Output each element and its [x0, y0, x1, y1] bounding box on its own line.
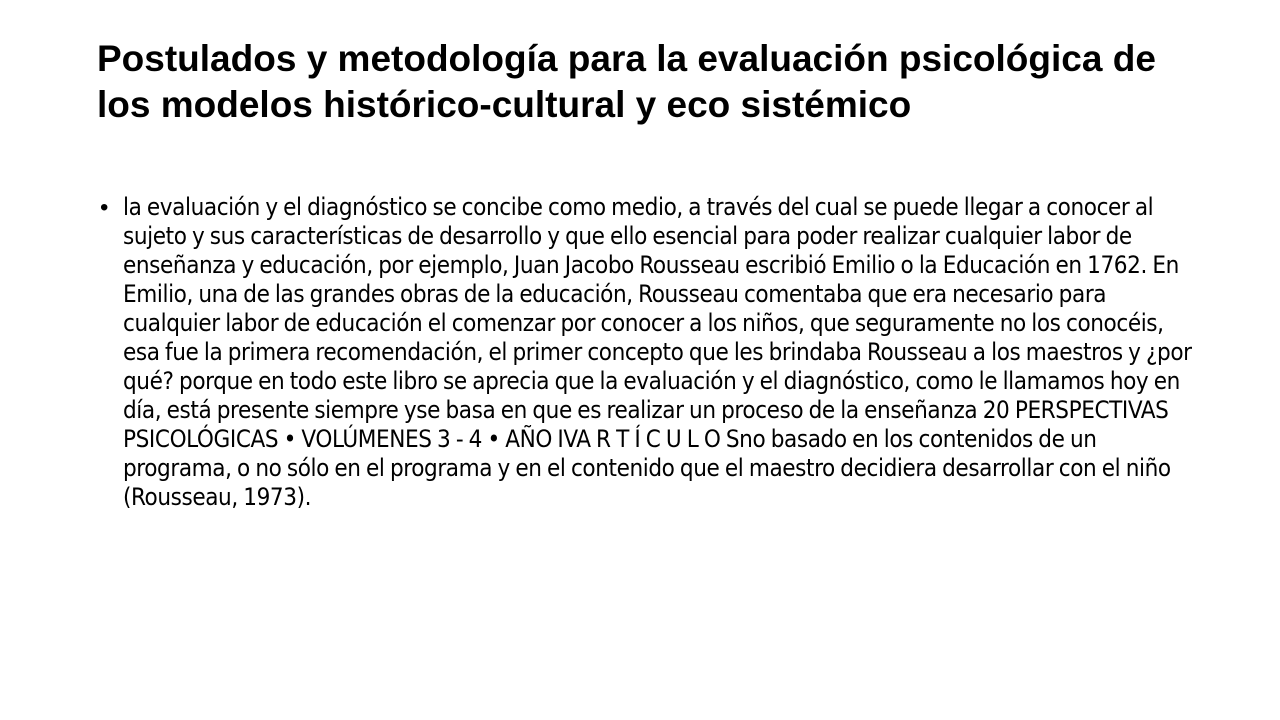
slide-content: [97, 193, 1197, 512]
slide-title: Postulados y metodología para la evaluación psicológica de los modelos histórico-cultural y eco sistémico: [97, 38, 1156, 125]
bullet-dot-icon: •: [100, 194, 109, 221]
bullet-item: [97, 193, 1197, 512]
bullet-text: la evaluación y el diagnóstico se concibe como medio, a través del cual se puede llegar a conocer al sujeto y sus características de desarrollo y que ello esencial para poder realizar cualquier labor de enseñanza y educación, por ejemplo, Juan Jacobo Rousseau escribió Emilio o la Educación en 1762. En Emilio, una de las grandes obras de la educación, Rousseau comentaba que era necesario para cualquier labor de educación el comenzar por conocer a los niños, que seguramente no los conocéis, esa fue la primera recomendación, el primer concepto que les brindaba Rousseau a los maestros y ¿por qué? porque en todo este libro se aprecia que la evaluación y el diagnóstico, como le llamamos hoy en día, está presente siempre yse basa en que es realizar un proceso de la enseñanza 20 PERSPECTIVAS PSICOLÓGICAS • VOLÚMENES 3 - 4 • AÑO IVA R T Í C U L O Sno basado en los contenidos de un programa, o no sólo en el programa y en el contenido que el maestro decidiera desarrollar con el niño (Rousseau, 1973).: [123, 193, 1192, 511]
